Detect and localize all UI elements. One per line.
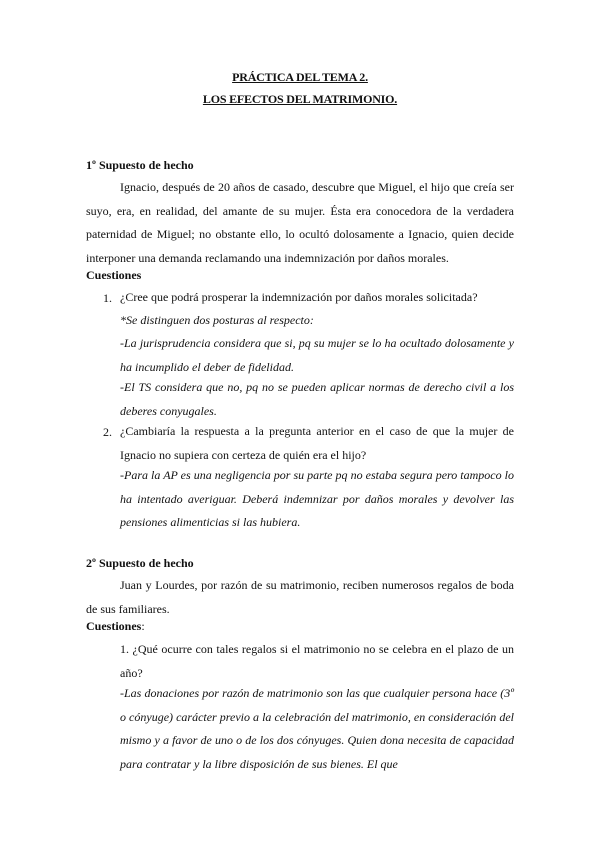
case1-q2-number: 2. [103,425,112,439]
case1-q2-answer: -Para la AP es una negligencia por su parte pq no estaba segura pero tampoco lo ha intentado averiguar. Deberá indemnizar por daños morales y devolver las pensiones alimenticias si las hubiera. [120,468,514,529]
case2-questions-heading: Cuestiones: [86,619,145,633]
case2-q1-answer: -Las donaciones por razón de matrimonio son las que cualquier persona hace (3º o cónyuge) carácter previo a la celebración del matrimonio, en consideración del mismo y a favor de uno o de los dos cónyuges. Quien dona necesita de capacidad para contratar y la libre disposición de sus bienes. El que [120,686,514,771]
title-line-2: LOS EFECTOS DEL MATRIMONIO. [202,92,398,106]
case1-q1-answer-a: -La jurisprudencia considera que si, pq su mujer se lo ha ocultado dolosamente y ha incumplido el deber de fidelidad. [120,336,514,374]
case1-q1-answer-intro: *Se distinguen dos posturas al respecto: [120,313,314,327]
case1-q1-question: ¿Cree que podrá prosperar la indemnización por daños morales solicitada? [120,290,478,304]
case1-q1-answer-b: -El TS considera que no, pq no se pueden aplicar normas de derecho civil a los deberes conyugales. [120,380,514,418]
case1-heading: 1º Supuesto de hecho [86,158,194,172]
case1-questions-heading: Cuestiones [86,268,142,282]
case1-q1-number: 1. [103,291,112,305]
title-line-1: PRÁCTICA DEL TEMA 2. [232,70,368,84]
case2-heading: 2º Supuesto de hecho [86,556,194,570]
case1-q2-question: ¿Cambiaría la respuesta a la pregunta anterior en el caso de que la mujer de Ignacio no supiera con certeza de quién era el hijo? [120,424,514,462]
case2-q1-question: 1. ¿Qué ocurre con tales regalos si el matrimonio no se celebra en el plazo de un año? [120,642,514,680]
case1-text: Ignacio, después de 20 años de casado, descubre que Miguel, el hijo que creía ser suyo, era, en realidad, del amante de su mujer. Ésta era conocedora de la verdadera paternidad de Miguel; no obstante ello, lo ocultó dolosamente a Ignacio, quien decide interponer una demanda reclamando una indemnización por daños morales. [86,180,514,265]
case2-text: Juan y Lourdes, por razón de su matrimonio, reciben numerosos regalos de boda de sus familiares. [86,578,514,616]
